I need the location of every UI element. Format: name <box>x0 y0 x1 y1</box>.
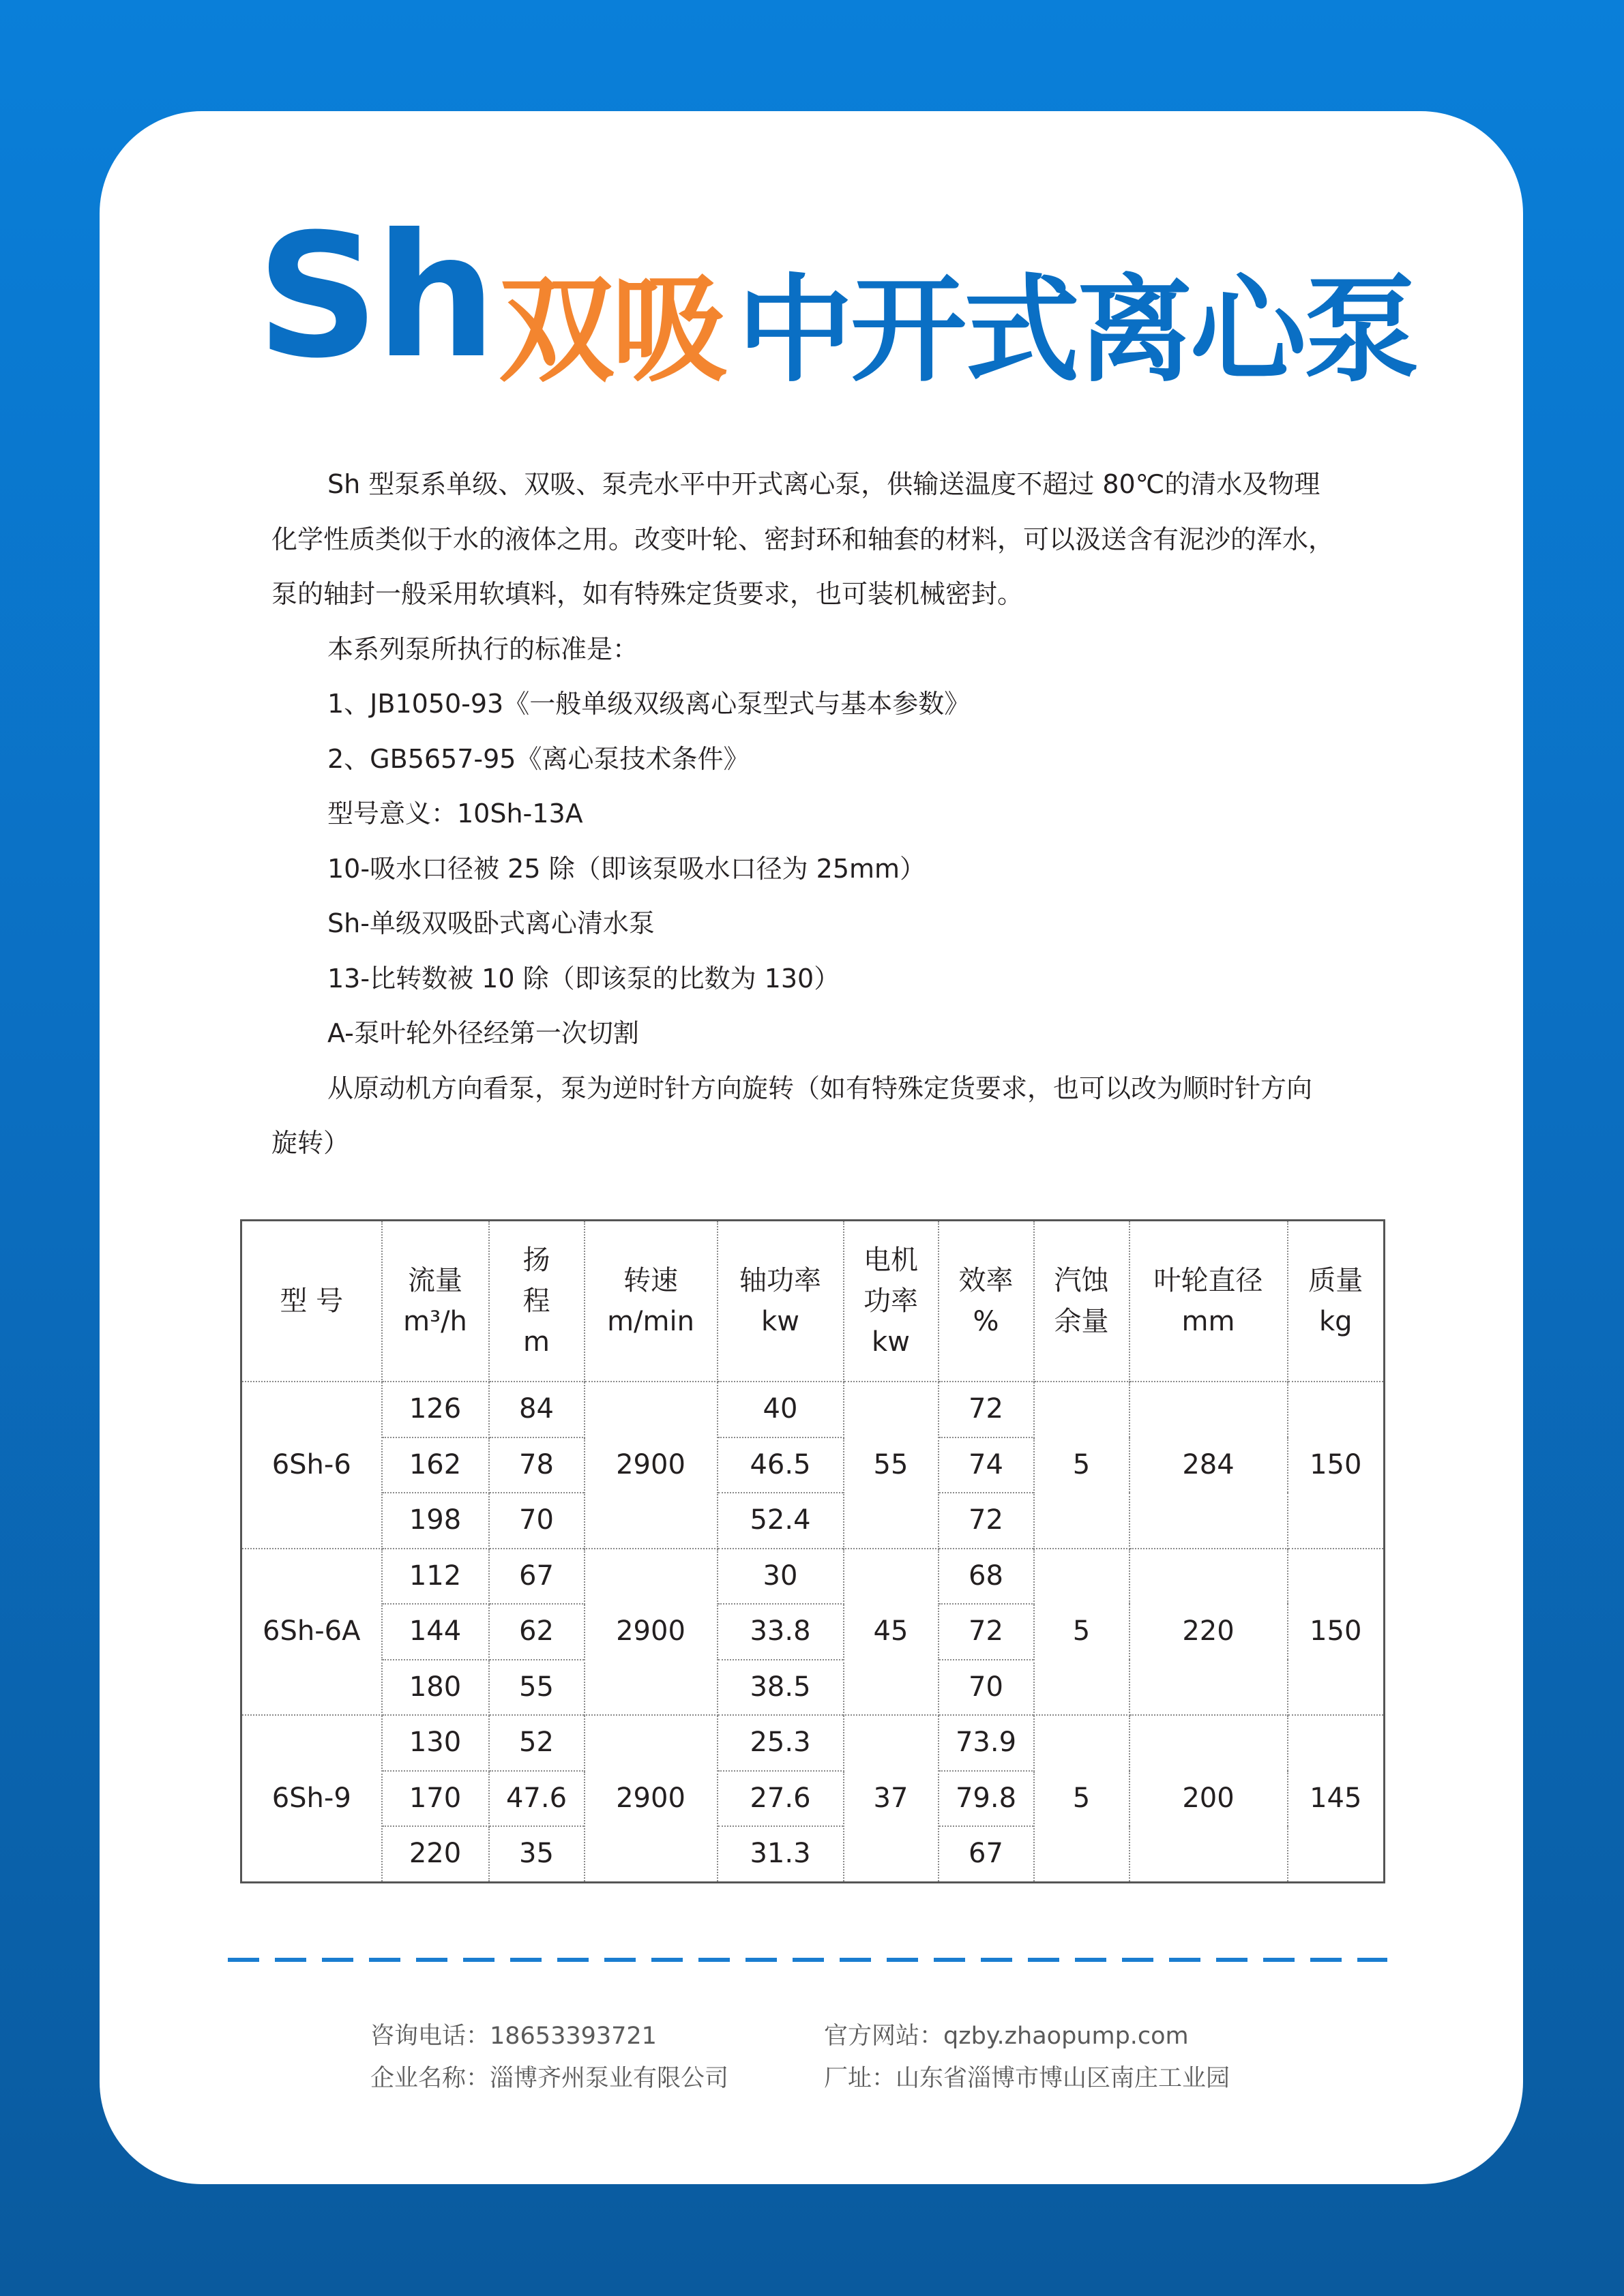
title-sh: Sh <box>256 197 493 396</box>
motor-power-cell: 37 <box>844 1715 939 1882</box>
flow-cell: 220 <box>382 1826 489 1882</box>
efficiency-cell: 70 <box>939 1660 1034 1716</box>
header-text: kg <box>1318 1306 1353 1337</box>
intro-line: 10-吸水口径被 25 除（即该泵吸水口径为 25mm） <box>327 853 926 884</box>
model-cell: 6Sh-6 <box>241 1382 382 1549</box>
footer-right <box>824 2015 1230 2100</box>
intro-line: 泵的轴封一般采用软填料，如有特殊定货要求，也可装机械密封。 <box>271 579 1024 609</box>
impeller-diameter-cell: 220 <box>1130 1549 1288 1716</box>
flow-cell: 126 <box>382 1382 489 1437</box>
intro-line: 13-比转数被 10 除（即该泵的比数为 130） <box>327 963 840 994</box>
page-title <box>256 197 1417 413</box>
head-cell: 84 <box>489 1382 585 1437</box>
footer-phone: 咨询电话：18653393721 <box>370 2023 657 2050</box>
efficiency-cell: 74 <box>939 1437 1034 1493</box>
intro-line: 从原动机方向看泵，泵为逆时针方向旋转（如有特殊定货要求，也可以改为顺时针方向 <box>327 1073 1313 1103</box>
impeller-diameter-cell: 284 <box>1130 1382 1288 1549</box>
flow-cell: 144 <box>382 1604 489 1660</box>
header-text: mm <box>1181 1306 1235 1337</box>
table-row <box>241 1715 1385 1771</box>
table-header-cell <box>1130 1221 1288 1382</box>
shaft-power-cell: 25.3 <box>718 1715 844 1771</box>
head-cell: 62 <box>489 1604 585 1660</box>
table-row <box>241 1382 1385 1437</box>
intro-text <box>271 457 1363 1171</box>
header-text: m/min <box>607 1306 694 1337</box>
spec-table <box>240 1219 1385 1883</box>
head-cell: 47.6 <box>489 1771 585 1827</box>
flow-cell: 162 <box>382 1437 489 1493</box>
header-text: m <box>523 1326 550 1358</box>
mass-cell: 150 <box>1288 1549 1385 1716</box>
header-text: 功率 <box>863 1285 918 1317</box>
head-cell: 78 <box>489 1437 585 1493</box>
table-header-cell <box>241 1221 382 1382</box>
header-text: 电机 <box>863 1244 918 1276</box>
flow-cell: 170 <box>382 1771 489 1827</box>
header-text: 转速 <box>623 1265 678 1296</box>
efficiency-cell: 68 <box>939 1549 1034 1605</box>
header-text: 效率 <box>958 1265 1014 1296</box>
mass-cell: 150 <box>1288 1382 1385 1549</box>
intro-line: 旋转） <box>271 1128 350 1158</box>
model-cell: 6Sh-9 <box>241 1715 382 1882</box>
table-header-cell <box>1288 1221 1385 1382</box>
header-text: 叶轮直径 <box>1153 1265 1263 1296</box>
header-text: % <box>973 1306 999 1337</box>
shaft-power-cell: 46.5 <box>718 1437 844 1493</box>
intro-line: 化学性质类似于水的液体之用。改变叶轮、密封环和轴套的材料，可以汲送含有泥沙的浑水， <box>271 524 1335 554</box>
header-text: 质量 <box>1308 1265 1363 1296</box>
head-cell: 67 <box>489 1549 585 1605</box>
head-cell: 70 <box>489 1493 585 1549</box>
efficiency-cell: 72 <box>939 1604 1034 1660</box>
header-text: m³/h <box>403 1306 467 1337</box>
speed-cell: 2900 <box>585 1549 718 1716</box>
dashed-divider <box>228 1958 1387 1962</box>
intro-line: 本系列泵所执行的标准是： <box>327 633 639 664</box>
npsh-cell: 5 <box>1034 1715 1130 1882</box>
shaft-power-cell: 31.3 <box>718 1826 844 1882</box>
header-text: 扬 <box>522 1244 550 1276</box>
npsh-cell: 5 <box>1034 1549 1130 1716</box>
footer-website: 官方网站：qzby.zhaopump.com <box>824 2023 1189 2050</box>
npsh-cell: 5 <box>1034 1382 1130 1549</box>
intro-line: Sh 型泵系单级、双吸、泵壳水平中开式离心泵，供输送温度不超过 80℃的清水及物理 <box>327 469 1320 499</box>
motor-power-cell: 55 <box>844 1382 939 1549</box>
header-text: 轴功率 <box>739 1265 821 1296</box>
motor-power-cell: 45 <box>844 1549 939 1716</box>
efficiency-cell: 73.9 <box>939 1715 1034 1771</box>
speed-cell: 2900 <box>585 1715 718 1882</box>
intro-line: A-泵叶轮外径经第一次切割 <box>327 1018 639 1048</box>
table-header-cell <box>382 1221 489 1382</box>
mass-cell: 145 <box>1288 1715 1385 1882</box>
intro-line: 1、JB1050-93《一般单级双级离心泵型式与基本参数》 <box>327 689 971 719</box>
header-text: 程 <box>522 1285 550 1317</box>
flow-cell: 130 <box>382 1715 489 1771</box>
head-cell: 35 <box>489 1826 585 1882</box>
footer-address: 厂址：山东省淄博市博山区南庄工业园 <box>824 2065 1230 2092</box>
table-header-cell <box>585 1221 718 1382</box>
speed-cell: 2900 <box>585 1382 718 1549</box>
table-header-cell <box>718 1221 844 1382</box>
table-header-cell <box>844 1221 939 1382</box>
flow-cell: 180 <box>382 1660 489 1716</box>
flow-cell: 112 <box>382 1549 489 1605</box>
table-header-cell <box>1034 1221 1130 1382</box>
table-header-cell <box>489 1221 585 1382</box>
header-text: 汽蚀 <box>1054 1265 1109 1296</box>
head-cell: 52 <box>489 1715 585 1771</box>
intro-line: 2、GB5657-95《离心泵技术条件》 <box>327 743 750 774</box>
footer-company: 企业名称：淄博齐州泵业有限公司 <box>370 2065 729 2092</box>
model-cell: 6Sh-6A <box>241 1549 382 1716</box>
title-double-suction: 双吸 <box>499 263 726 398</box>
title-split-case-pump: 中开式离心泵 <box>737 263 1417 398</box>
impeller-diameter-cell: 200 <box>1130 1715 1288 1882</box>
shaft-power-cell: 38.5 <box>718 1660 844 1716</box>
shaft-power-cell: 33.8 <box>718 1604 844 1660</box>
header-text: kw <box>761 1306 799 1337</box>
intro-line: Sh-单级双吸卧式离心清水泵 <box>327 908 655 938</box>
efficiency-cell: 79.8 <box>939 1771 1034 1827</box>
table-row <box>241 1549 1385 1605</box>
shaft-power-cell: 30 <box>718 1549 844 1605</box>
header-text: 流量 <box>408 1265 462 1296</box>
header-text: kw <box>872 1326 910 1358</box>
header-text: 余量 <box>1054 1306 1109 1337</box>
efficiency-cell: 67 <box>939 1826 1034 1882</box>
header-text: 型 号 <box>280 1285 344 1317</box>
table-header-cell <box>939 1221 1034 1382</box>
flow-cell: 198 <box>382 1493 489 1549</box>
table-header-row <box>241 1221 1385 1382</box>
efficiency-cell: 72 <box>939 1493 1034 1549</box>
efficiency-cell: 72 <box>939 1382 1034 1437</box>
intro-line: 型号意义：10Sh-13A <box>327 799 583 829</box>
shaft-power-cell: 27.6 <box>718 1771 844 1827</box>
footer-left <box>370 2015 728 2100</box>
shaft-power-cell: 52.4 <box>718 1493 844 1549</box>
shaft-power-cell: 40 <box>718 1382 844 1437</box>
head-cell: 55 <box>489 1660 585 1716</box>
